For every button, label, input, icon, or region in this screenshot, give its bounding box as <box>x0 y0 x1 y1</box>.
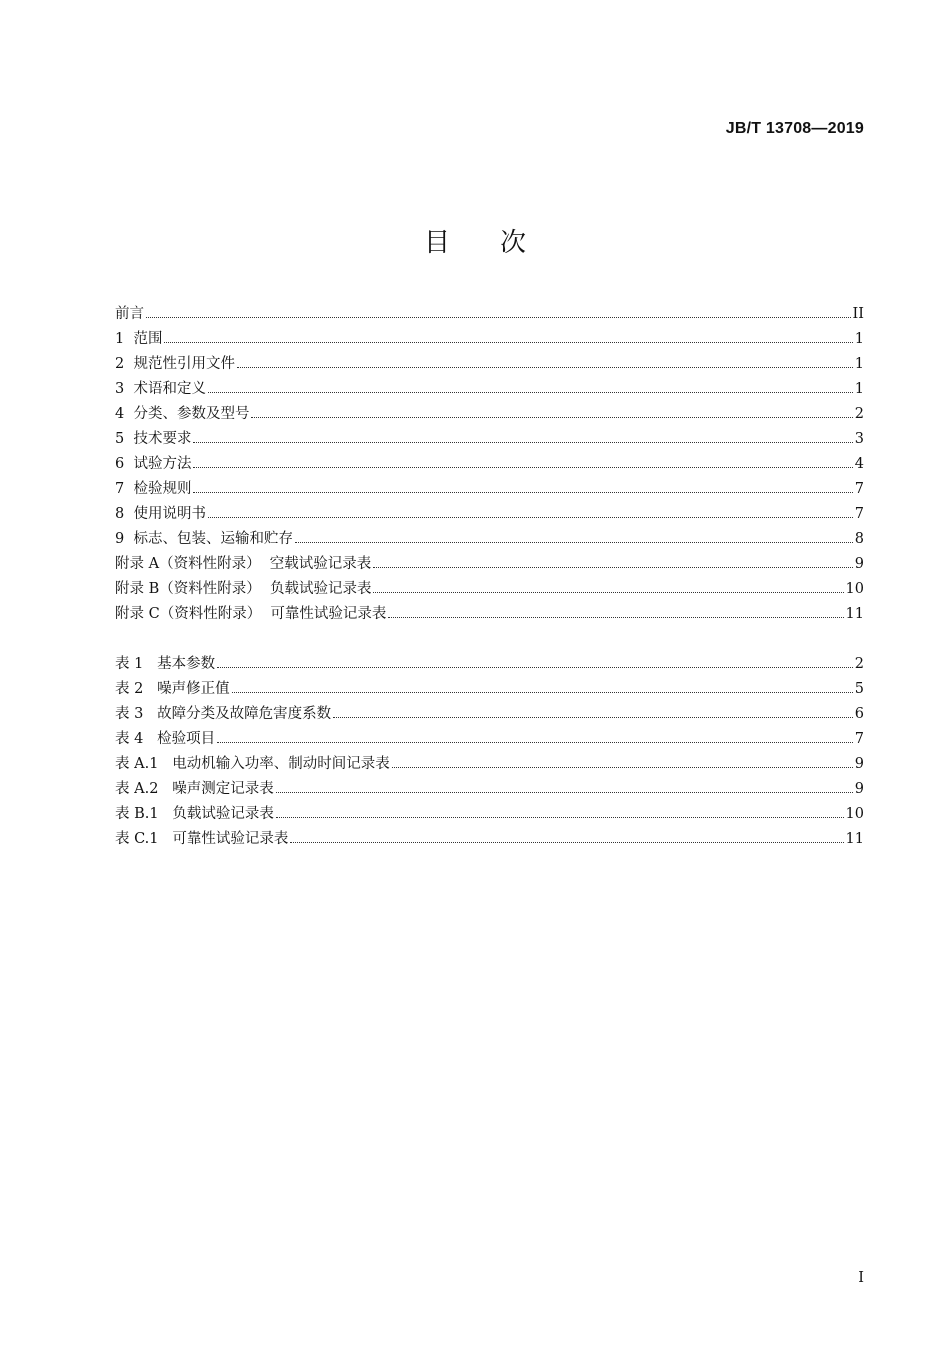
toc-entry[interactable] <box>115 427 864 452</box>
toc-entry[interactable] <box>115 327 864 352</box>
toc-entry-label: 5 技术要求 <box>115 431 192 447</box>
toc-entry-label: 前言 <box>115 306 144 322</box>
toc-entry-label: 1 范围 <box>115 331 163 347</box>
toc-entry[interactable] <box>115 452 864 477</box>
toc-leader-dots <box>193 492 852 493</box>
table-entry[interactable] <box>115 802 864 827</box>
table-entry-page: 5 <box>854 681 864 697</box>
table-entry-page: 9 <box>854 756 864 772</box>
toc-entry[interactable] <box>115 527 864 552</box>
toc-entry-page: 8 <box>854 531 864 547</box>
table-entry-label: 表 A.2 噪声测定记录表 <box>115 781 274 797</box>
table-entry[interactable] <box>115 777 864 802</box>
toc-entry[interactable] <box>115 477 864 502</box>
toc-leader-dots <box>276 817 844 818</box>
table-entry-page: 6 <box>854 706 864 722</box>
toc-entry-page: 2 <box>854 406 864 422</box>
toc-leader-dots <box>208 392 853 393</box>
toc-entry-page: 4 <box>854 456 864 472</box>
toc-entry[interactable] <box>115 502 864 527</box>
toc-leader-dots <box>217 667 853 668</box>
toc-entry-label: 附录 A（资料性附录） 空载试验记录表 <box>115 556 372 572</box>
toc-leader-dots <box>290 842 843 843</box>
table-entry-page: 7 <box>854 731 864 747</box>
table-entry[interactable] <box>115 752 864 777</box>
toc-entry[interactable] <box>115 552 864 577</box>
toc-entry-label: 6 试验方法 <box>115 456 192 472</box>
toc-leader-dots <box>146 317 851 318</box>
standard-code: JB/T 13708—2019 <box>725 120 864 137</box>
toc-leader-dots <box>193 467 852 468</box>
table-entry-label: 表 4 检验项目 <box>115 731 216 747</box>
toc-entry[interactable] <box>115 377 864 402</box>
toc-entry-page: 1 <box>854 381 864 397</box>
toc-leader-dots <box>276 792 853 793</box>
page-title: 目次 <box>423 228 576 258</box>
toc-leader-dots <box>333 717 853 718</box>
table-entry-label: 表 2 噪声修正值 <box>115 681 230 697</box>
toc-entry-label: 2 规范性引用文件 <box>115 356 235 372</box>
toc-leader-dots <box>373 567 852 568</box>
toc-entry-label: 8 使用说明书 <box>115 506 206 522</box>
table-entry-page: 2 <box>854 656 864 672</box>
table-entry-page: 10 <box>845 806 864 822</box>
toc-leader-dots <box>388 617 843 618</box>
toc-entry[interactable] <box>115 402 864 427</box>
table-entry-label: 表 B.1 负载试验记录表 <box>115 806 274 822</box>
table-entry-label: 表 C.1 可靠性试验记录表 <box>115 831 289 847</box>
table-entry-label: 表 3 故障分类及故障危害度系数 <box>115 706 332 722</box>
table-entry[interactable] <box>115 827 864 852</box>
toc-leader-dots <box>217 742 853 743</box>
table-entry-label: 表 1 基本参数 <box>115 656 216 672</box>
toc-entry-page: 10 <box>845 581 864 597</box>
toc-leader-dots <box>373 592 843 593</box>
table-of-contents <box>115 302 864 627</box>
toc-entry-page: 3 <box>854 431 864 447</box>
toc-leader-dots <box>208 517 853 518</box>
toc-leader-dots <box>295 542 853 543</box>
toc-entry-label: 附录 C（资料性附录） 可靠性试验记录表 <box>115 606 387 622</box>
toc-entry-label: 3 术语和定义 <box>115 381 206 397</box>
toc-leader-dots <box>232 692 853 693</box>
table-entry-page: 9 <box>854 781 864 797</box>
toc-entry[interactable] <box>115 602 864 627</box>
toc-entry-page: 11 <box>845 606 864 622</box>
toc-entry[interactable] <box>115 302 864 327</box>
table-entry[interactable] <box>115 727 864 752</box>
toc-entry-page: II <box>852 306 864 322</box>
table-entry[interactable] <box>115 677 864 702</box>
table-entry-page: 11 <box>845 831 864 847</box>
toc-entry-label: 4 分类、参数及型号 <box>115 406 250 422</box>
toc-leader-dots <box>193 442 852 443</box>
table-entry-label: 表 A.1 电动机输入功率、制动时间记录表 <box>115 756 390 772</box>
toc-entry-page: 7 <box>854 506 864 522</box>
toc-leader-dots <box>392 767 853 768</box>
toc-entry[interactable] <box>115 352 864 377</box>
toc-leader-dots <box>251 417 852 418</box>
toc-entry-page: 7 <box>854 481 864 497</box>
toc-entry-label: 9 标志、包装、运输和贮存 <box>115 531 293 547</box>
toc-entry-page: 1 <box>854 356 864 372</box>
toc-leader-dots <box>237 367 853 368</box>
toc-entry-page: 9 <box>854 556 864 572</box>
toc-entry[interactable] <box>115 577 864 602</box>
table-entry[interactable] <box>115 702 864 727</box>
toc-entry-label: 7 检验规则 <box>115 481 192 497</box>
toc-entry-page: 1 <box>854 331 864 347</box>
table-entry[interactable] <box>115 652 864 677</box>
toc-entry-label: 附录 B（资料性附录） 负载试验记录表 <box>115 581 372 597</box>
page-number: I <box>858 1270 864 1286</box>
toc-leader-dots <box>164 342 852 343</box>
list-of-tables <box>115 652 864 852</box>
